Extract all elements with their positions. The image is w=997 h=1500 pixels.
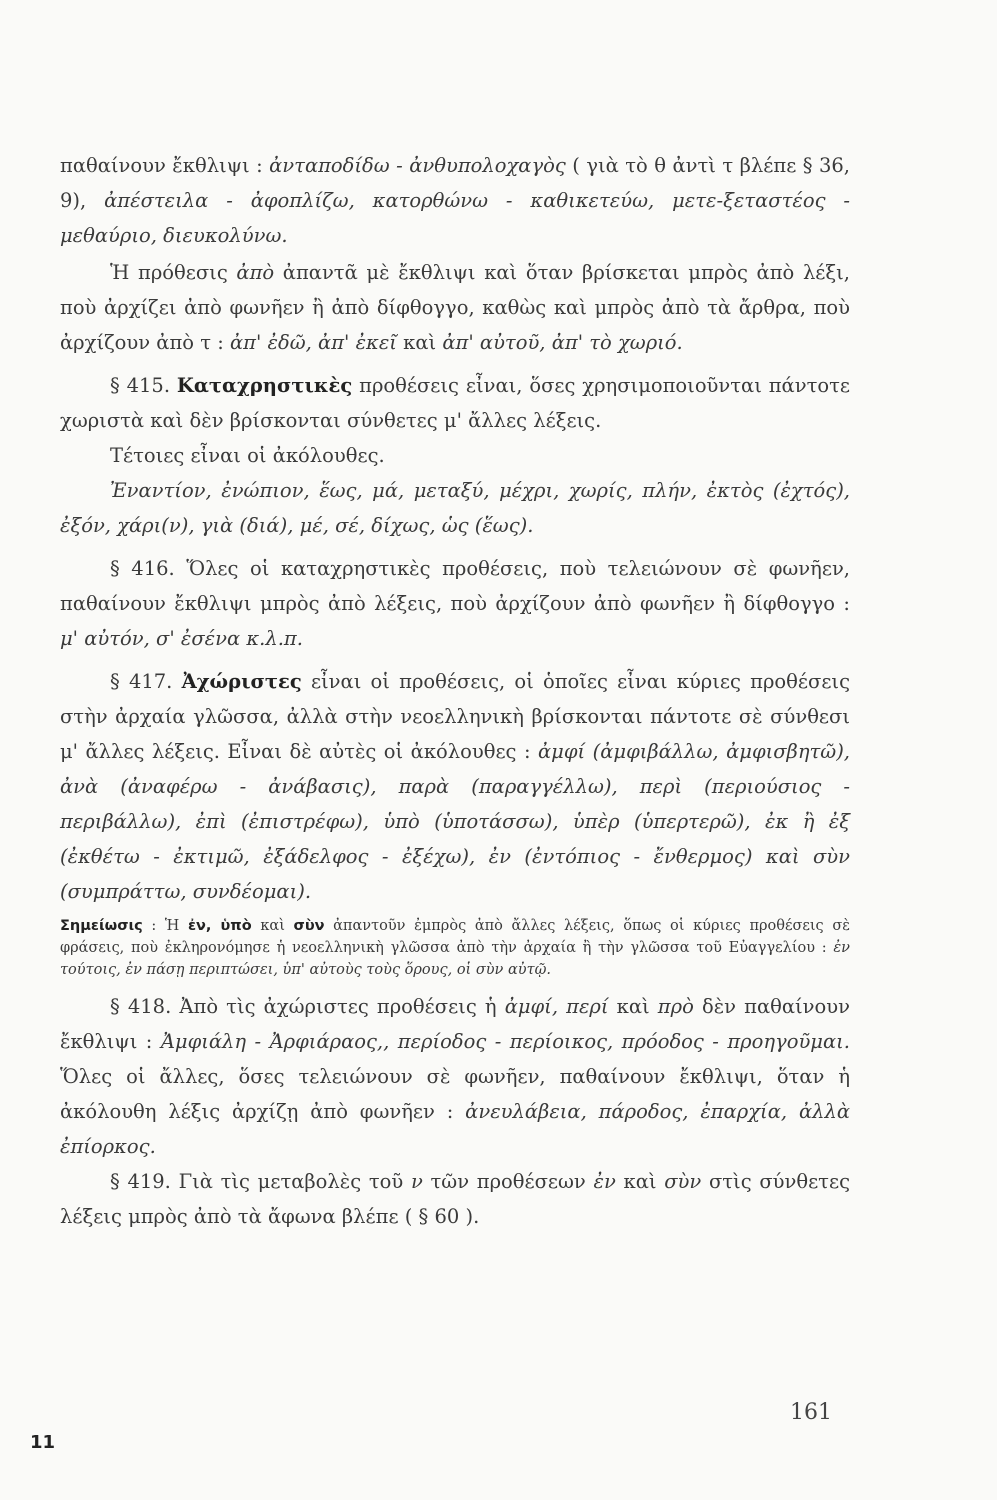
section-title: Ἀχώριστες [181, 670, 302, 693]
signature-mark: 11 [30, 1432, 56, 1453]
note [60, 915, 850, 981]
text: : Ἡ [142, 918, 188, 934]
example-text: μ' αὐτόν, σ' ἐσένα κ.λ.π. [60, 627, 303, 650]
section-417 [60, 664, 850, 909]
term: ἀμφί, περί [504, 995, 609, 1018]
example-text: Ἀμφιάλη - Ἀρφιάραος,, περίοδος - περίοικος, πρόοδος - προηγοῦμαι. [160, 1030, 850, 1053]
text: καὶ [396, 331, 443, 354]
term: ἐν, ὑπὸ [187, 918, 252, 934]
section-number: § 416. [110, 557, 187, 580]
section-number: § 419. [110, 1170, 179, 1193]
page-body [60, 148, 850, 1234]
text: βλέπε § 36, 9), [60, 154, 851, 212]
paragraph-intro [60, 148, 850, 253]
example-text: ἐν τούτοις, ἐν πάσῃ περιπτώσει, ὑπ' αὐτοὺς τοὺς ὅρους, οἱ σὺν αὐτῷ. [60, 940, 850, 978]
text: δὲν παθαίνουν ἔκθλιψι : [60, 995, 850, 1053]
text: Τέτοιες εἶναι οἱ ἀκόλουθες. [110, 444, 385, 467]
section-418 [60, 989, 850, 1164]
text: καὶ [615, 1170, 665, 1193]
term: ἀπὸ [236, 261, 275, 284]
section-419 [60, 1164, 850, 1234]
text: Ὅλες οἱ ἄλλες, ὅσες τελειώνουν σὲ φωνῆεν, παθαίνουν ἔκθλιψι, ὅταν ἡ ἀκόλουθη λέξις ἀρχίζῃ ἀπὸ φωνῆεν : [60, 1065, 850, 1123]
page-number: 161 [790, 1400, 832, 1425]
text: Ὅλες οἱ καταχρηστικὲς προθέσεις, ποὺ τελειώνουν σὲ φωνῆεν, παθαίνουν ἔκθλιψι μπρὸς ἀπὸ λέξεις, ποὺ ἀρχίζουν ἀπὸ φωνῆεν ἢ δίφθογγο : [60, 557, 850, 615]
section-number: § 418. [110, 995, 180, 1018]
section-415-list [60, 473, 850, 543]
example-text: ἀπ' αὐτοῦ, ἀπ' τὸ χωριό. [442, 331, 683, 354]
section-415-sentence [60, 438, 850, 473]
text: παθαίνουν ἔκθλιψι : [60, 154, 270, 177]
section-416 [60, 551, 850, 656]
text: Ἡ πρόθεσις [110, 261, 237, 284]
section-number: § 417. [110, 670, 182, 693]
section-title: Καταχρηστικὲς [176, 374, 353, 397]
example-text: ἀπ' ἐδῶ, ἀπ' ἐκεῖ [230, 331, 397, 354]
text: ἀπαντοῦν ἐμπρὸς ἀπὸ ἄλλες λέξεις, ὅπως οἱ κύριες προθέσεις σὲ φράσεις, ποὺ ἐκληρονόμησε ἡ νεοελληνικὴ γλῶσσα ἀπὸ τὴν ἀρχαία ἢ τὴν γλῶσσα τοῦ Εὐαγγελίου : [60, 918, 850, 956]
term: ν [410, 1170, 423, 1193]
example-list: Ἐναντίον, ἐνώπιον, ἕως, μά, μεταξύ, μέχρι, χωρίς, πλήν, ἐκτὸς (ἐχτός), ἐξόν, χάρι(ν), γιὰ (διά), μέ, σέ, δίχως, ὡς (ἕως). [60, 479, 850, 537]
text: Γιὰ τὶς μεταβολὲς τοῦ [178, 1170, 411, 1193]
text: καὶ [608, 995, 658, 1018]
text: εἶναι οἱ προθέσεις, οἱ ὁποῖες εἶναι κύριες προθέσεις στὴν ἀρχαία γλῶσσα, ἀλλὰ στὴν νεοελληνικὴ βρίσκονται πάντοτε σὲ σύνθεσι μ' ἄλλες λέξεις. Εἶναι δὲ αὐτὲς οἱ ἀκόλουθες : [60, 670, 850, 763]
note-label: Σημείωσις [60, 918, 143, 934]
term: ἐν [593, 1170, 616, 1193]
section-415 [60, 368, 850, 438]
text: τῶν προθέσεων [422, 1170, 594, 1193]
example-text: ἀπέστειλα - ἀφοπλίζω, κατορθώνω - καθικετεύω, μετε-ξεταστέος - μεθαύριο, διευκολύνω. [60, 189, 850, 247]
text: καὶ [251, 918, 294, 934]
text: στὶς σύνθετες λέξεις μπρὸς ἀπὸ τὰ ἄφωνα βλέπε ( § 60 ). [60, 1170, 850, 1228]
text: Ἀπὸ τὶς ἀχώριστες προθέσεις ἡ [179, 995, 505, 1018]
text: ἀπαντᾶ μὲ ἔκθλιψι καὶ ὅταν βρίσκεται μπρὸς ἀπὸ λέξι, ποὺ ἀρχίζει ἀπὸ φωνῆεν ἢ ἀπὸ δίφθογγο, καθὼς καὶ μπρὸς ἀπὸ τὰ ἄρθρα, ποὺ ἀρχίζουν ἀπὸ τ : [60, 261, 850, 354]
example-list: ἀμφί (ἀμφιβάλλω, ἀμφισβητῶ), ἀνὰ (ἀναφέρω - ἀνάβασις), παρὰ (παραγγέλλω), περὶ (περιούσιος - περιβάλλω), ἐπὶ (ἐπιστρέφω), ὑπὸ (ὑποτάσσω), ὑπὲρ (ὑπερτερῶ), ἐκ ἢ ἐξ (ἐκθέτω - ἐκτιμῶ, ἐξάδελφος - ἐξέχω), ἐν (ἐντόπιος - ἔνθερμος) καὶ σὺν (συμπράττω, συνδέομαι). [60, 740, 850, 903]
term: σὺν [664, 1170, 702, 1193]
term: πρὸ [657, 995, 694, 1018]
example-text: ἀνταποδίδω - ἀνθυπολοχαγὸς [269, 154, 566, 177]
text: προθέσεις εἶναι, ὅσες χρησιμοποιοῦνται πάντοτε χωριστὰ καὶ δὲν βρίσκονται σύνθετες μ' ἄλλες λέξεις. [60, 374, 850, 432]
paragraph-apo [60, 255, 850, 360]
text: ( γιὰ τὸ θ ἀντὶ τ [565, 154, 734, 177]
section-number: § 415. [110, 374, 177, 397]
example-text: ἀνευλάβεια, πάροδος, ἐπαρχία, ἀλλὰ ἐπίορκος. [60, 1100, 850, 1158]
term: σὺν [293, 918, 325, 934]
